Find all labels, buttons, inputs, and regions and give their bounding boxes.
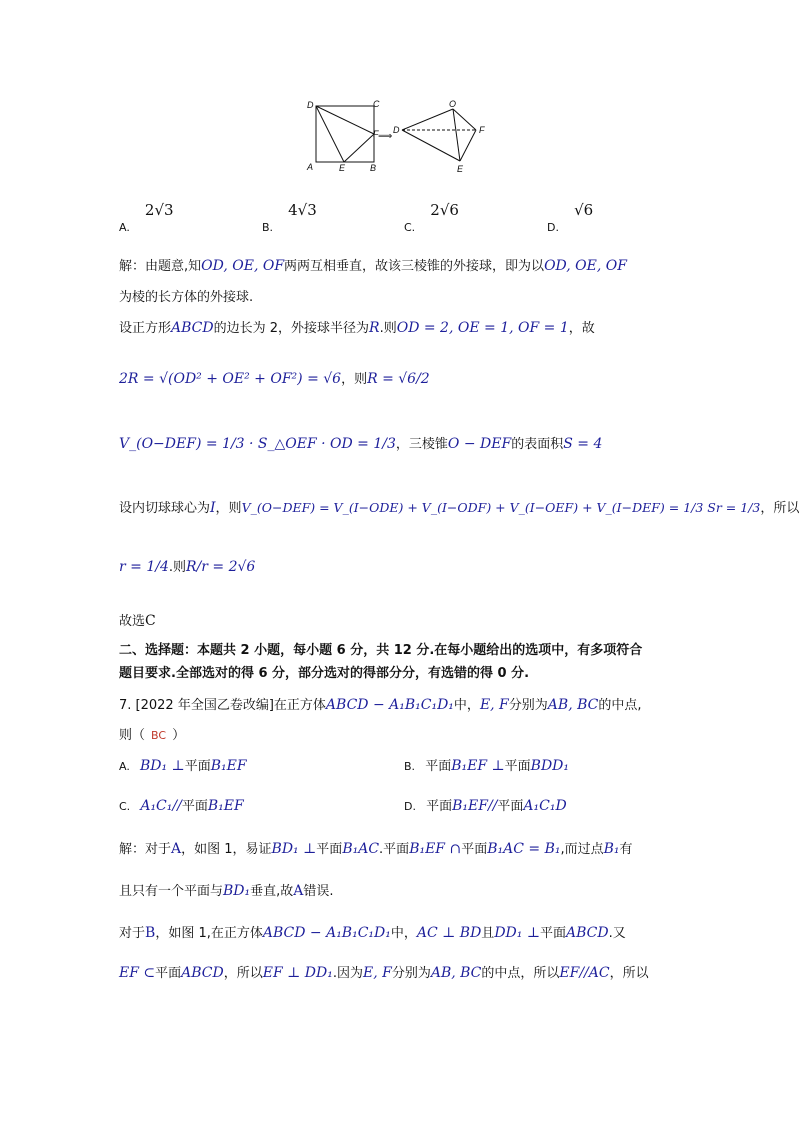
option-letter: C. bbox=[119, 800, 131, 813]
text: 则（ bbox=[119, 728, 146, 743]
text: 且只有一个平面与 bbox=[119, 884, 224, 899]
geometry-figure bbox=[300, 95, 500, 177]
math: B₁EF bbox=[210, 758, 247, 774]
text: ，三棱锥 bbox=[395, 437, 448, 452]
text: 平面 bbox=[425, 759, 452, 774]
math: ABCD bbox=[181, 965, 224, 981]
pyramid-od bbox=[402, 109, 453, 130]
option-a bbox=[119, 200, 174, 234]
pyramid-fe bbox=[460, 130, 476, 161]
text: 平面 bbox=[155, 966, 182, 981]
text: ，所以 bbox=[223, 966, 263, 981]
text: .则 bbox=[379, 321, 397, 336]
math: A bbox=[293, 883, 304, 899]
math: A₁C₁// bbox=[140, 798, 182, 814]
math: BD₁ bbox=[223, 883, 251, 899]
text: 设内切球球心为 bbox=[119, 501, 211, 516]
q7-option-b bbox=[404, 755, 569, 774]
math: ABCD − A₁B₁C₁D₁ bbox=[262, 925, 391, 941]
text: .又 bbox=[608, 926, 626, 941]
text: 平面 bbox=[497, 799, 524, 814]
text: 且 bbox=[481, 926, 495, 941]
text: 有 bbox=[619, 842, 633, 857]
solution6-line7 bbox=[119, 556, 255, 575]
q7-option-c bbox=[119, 795, 244, 814]
label-b: B bbox=[370, 163, 377, 173]
option-value: 2√3 bbox=[144, 201, 174, 219]
math: E, F bbox=[479, 697, 509, 713]
math: 2R = √(OD² + OE² + OF²) = √6 bbox=[119, 371, 342, 387]
math: A bbox=[171, 841, 182, 857]
option-letter: B. bbox=[262, 221, 274, 234]
text: 平面 bbox=[184, 759, 211, 774]
option-letter: C. bbox=[404, 221, 416, 234]
option-value: 2√6 bbox=[430, 201, 459, 219]
text: 平面 bbox=[426, 799, 453, 814]
pyramid-oe bbox=[453, 109, 460, 161]
text: 平面 bbox=[540, 926, 567, 941]
solution7-line4 bbox=[119, 962, 649, 981]
label-f: F bbox=[373, 129, 379, 139]
math: BD₁ ⊥ bbox=[139, 758, 185, 774]
text: ，如图 1，易证 bbox=[181, 842, 272, 857]
text: 解：由题意,知 bbox=[119, 259, 202, 274]
text: ,而过点 bbox=[560, 842, 604, 857]
math: AB, BC bbox=[547, 697, 599, 713]
math: AB, BC bbox=[430, 965, 482, 981]
label-o: O bbox=[449, 99, 457, 109]
solution6-line6 bbox=[119, 497, 799, 516]
math: I bbox=[210, 500, 216, 516]
math: BD₁ ⊥ bbox=[271, 841, 317, 857]
math: BDD₁ bbox=[530, 758, 570, 774]
math: E, F bbox=[362, 965, 392, 981]
square-abcd bbox=[316, 106, 374, 162]
solution6-line4 bbox=[119, 368, 430, 387]
segment-ef bbox=[344, 134, 374, 162]
text: ，所以 bbox=[609, 966, 649, 981]
text: ，故 bbox=[568, 321, 595, 336]
text: 的边长为 2，外接球半径为 bbox=[213, 321, 370, 336]
math: B₁ bbox=[603, 841, 620, 857]
math: B₁EF ⊥ bbox=[451, 758, 505, 774]
option-value: 4√3 bbox=[288, 201, 317, 219]
option-letter: A. bbox=[119, 760, 130, 773]
text: 7. [2022 年全国乙卷改编]在正方体 bbox=[119, 698, 326, 713]
text: 平面 bbox=[461, 842, 488, 857]
math: B₁EF ∩ bbox=[409, 841, 462, 857]
math: R = √6/2 bbox=[367, 371, 430, 387]
answer-badge: BC bbox=[151, 729, 167, 742]
solution6-line3 bbox=[119, 317, 595, 336]
math: V_(O−DEF) = V_(I−ODE) + V_(I−ODF) + V_(I−OEF) + V_(I−DEF) = 1/3 Sr = 1/3 bbox=[241, 500, 761, 515]
solution7-line2 bbox=[119, 880, 334, 899]
section2-line2: 题目要求.全部选对的得 6 分，部分选对的得部分分，有选错的得 0 分. bbox=[119, 666, 530, 681]
segment-de bbox=[316, 106, 344, 162]
text: ，则 bbox=[215, 501, 242, 516]
math: EF ⊥ DD₁ bbox=[262, 965, 333, 981]
text: 解：对于 bbox=[119, 842, 172, 857]
math: OD, OE, OF bbox=[201, 258, 285, 274]
text: .平面 bbox=[379, 842, 410, 857]
pyramid-de bbox=[402, 130, 460, 161]
text: 故选 bbox=[119, 614, 146, 629]
text: 错误. bbox=[303, 884, 334, 899]
option-letter: A. bbox=[119, 221, 130, 234]
text: ，所以 bbox=[760, 501, 799, 516]
option-letter: D. bbox=[547, 221, 559, 234]
math: R/r = 2√6 bbox=[186, 559, 256, 575]
text: ） bbox=[172, 728, 186, 743]
option-letter: B. bbox=[404, 760, 416, 773]
text: 平面 bbox=[181, 799, 208, 814]
math: EF//AC bbox=[559, 965, 610, 981]
solution6-line1 bbox=[119, 255, 627, 274]
text: ，则 bbox=[341, 372, 368, 387]
section2-line1: 二、选择题：本题共 2 小题，每小题 6 分，共 12 分.在每小题给出的选项中，有多项符合 bbox=[119, 643, 643, 658]
pyramid-of bbox=[453, 109, 476, 130]
q7-stem-line2 bbox=[119, 724, 185, 743]
math: ABCD bbox=[171, 320, 214, 336]
q7-option-a bbox=[119, 755, 247, 774]
q7-stem-line1 bbox=[119, 694, 642, 713]
text: 分别为 bbox=[508, 698, 548, 713]
segment-df bbox=[316, 106, 374, 134]
option-value: √6 bbox=[574, 201, 594, 219]
math: A₁C₁D bbox=[523, 798, 567, 814]
math: O − DEF bbox=[447, 436, 512, 452]
label-f2: F bbox=[479, 125, 485, 135]
math: OD = 2, OE = 1, OF = 1 bbox=[396, 320, 569, 336]
label-a: A bbox=[307, 162, 314, 172]
math: ABCD − A₁B₁C₁D₁ bbox=[325, 697, 454, 713]
text: .则 bbox=[168, 560, 186, 575]
text: 的中点, bbox=[598, 698, 642, 713]
text: 两两互相垂直，故该三棱锥的外接球，即为以 bbox=[284, 259, 545, 274]
solution7-line3 bbox=[119, 922, 626, 941]
solution6-line5 bbox=[119, 433, 602, 452]
solution6-line2: 为棱的长方体的外接球. bbox=[119, 290, 254, 305]
math: ABCD bbox=[566, 925, 609, 941]
label-d2: D bbox=[393, 125, 400, 135]
label-c: C bbox=[373, 99, 380, 109]
text: 对于 bbox=[119, 926, 146, 941]
math: B bbox=[145, 925, 156, 941]
math: V_(O−DEF) = 1/3 · S_△OEF · OD = 1/3 bbox=[119, 436, 396, 452]
math: R bbox=[369, 320, 380, 336]
math: C bbox=[145, 613, 156, 629]
math: AC ⊥ BD bbox=[416, 925, 482, 941]
text: 设正方形 bbox=[119, 321, 172, 336]
text: 平面 bbox=[316, 842, 343, 857]
label-e2: E bbox=[457, 164, 464, 174]
label-e: E bbox=[339, 163, 346, 173]
option-d bbox=[547, 200, 594, 234]
math: r = 1/4 bbox=[119, 559, 169, 575]
text: 的表面积 bbox=[511, 437, 564, 452]
text: 分别为 bbox=[391, 966, 431, 981]
math: B₁AC bbox=[342, 841, 380, 857]
math: B₁EF// bbox=[452, 798, 498, 814]
option-letter: D. bbox=[404, 800, 416, 813]
text: .因为 bbox=[332, 966, 363, 981]
math: OD, OE, OF bbox=[544, 258, 627, 274]
math: B₁EF bbox=[207, 798, 244, 814]
arrow-icon: ⟹ bbox=[378, 131, 393, 142]
q7-option-d bbox=[404, 795, 567, 814]
option-c bbox=[404, 200, 459, 234]
text: 垂直,故 bbox=[250, 884, 294, 899]
text: ，如图 1,在正方体 bbox=[155, 926, 263, 941]
math: EF ⊂ bbox=[119, 965, 156, 981]
text: 平面 bbox=[504, 759, 531, 774]
math: S = 4 bbox=[563, 436, 603, 452]
math: B₁AC = B₁ bbox=[487, 841, 561, 857]
text: 中， bbox=[453, 698, 480, 713]
math: DD₁ ⊥ bbox=[494, 925, 540, 941]
solution6-line8 bbox=[119, 610, 156, 629]
label-d: D bbox=[307, 100, 314, 110]
text: 中， bbox=[390, 926, 417, 941]
text: 的中点，所以 bbox=[481, 966, 560, 981]
solution7-line1 bbox=[119, 838, 633, 857]
option-b bbox=[262, 200, 317, 234]
